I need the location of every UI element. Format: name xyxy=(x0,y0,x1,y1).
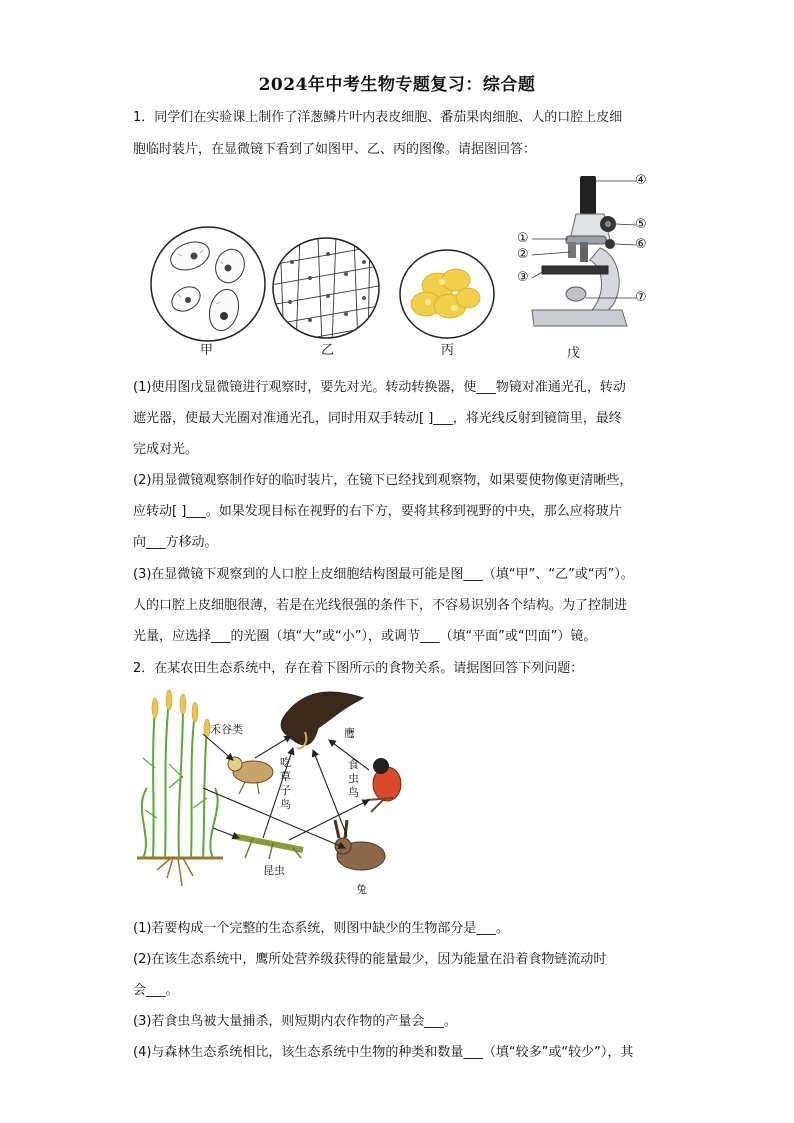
figure-label-bing: 丙 xyxy=(441,343,455,358)
q1-sub1-line-1: (1)使用图戊显微镜进行观察时，要先对光。转动转换器，使___物镜对准通光孔，转动 xyxy=(133,380,626,395)
figure-bing-tomato-cells xyxy=(398,248,496,340)
figure-label-yi: 乙 xyxy=(321,343,335,358)
q1-intro-line-2: 胞临时装片，在显微镜下看到了如图甲、乙、丙的图像。请据图回答： xyxy=(133,142,537,157)
microscope-label-5: ⑤ xyxy=(635,217,647,232)
q2-sub3: (3)若食虫鸟被大量捕杀，则短期内农作物的产量会___。 xyxy=(133,1014,457,1029)
food-web-label-eagle: 鹰 xyxy=(344,727,355,740)
figure-jia-cheek-cells xyxy=(148,224,268,344)
q2-sub4: (4)与森林生态系统相比，该生态系统中生物的种类和数量___（填“较多”或“较少”），其 xyxy=(133,1045,634,1060)
microscope-label-2: ② xyxy=(517,247,529,262)
food-web-label-grain: 禾谷类 xyxy=(210,723,243,736)
page-title: 2024年中考生物专题复习：综合题 xyxy=(258,75,536,95)
figure-label-jia: 甲 xyxy=(200,343,214,358)
q1-sub3-line-1: (3)在显微镜下观察到的人口腔上皮细胞结构图最可能是图___（填“甲”、“乙”或“丙”）。 xyxy=(133,567,634,582)
q2-intro: 2．在某农田生态系统中，存在着下图所示的食物关系。请据图回答下列问题： xyxy=(133,661,584,676)
q1-sub2-line-1: (2)用显微镜观察制作好的临时装片，在镜下已经找到观察物，如果要使物像更清晰些， xyxy=(133,473,633,488)
q1-intro-line-1: 1．同学们在实验课上制作了洋葱鳞片叶内表皮细胞、番茄果肉细胞、人的口腔上皮细 xyxy=(133,110,623,125)
q1-sub3-line-3: 光量，应选择___的光圈（填“大”或“小”），或调节___（填“平面”或“凹面”）镜。 xyxy=(133,629,597,644)
q1-sub3-line-2: 人的口腔上皮细胞很薄，若是在光线很强的条件下，不容易识别各个结构。为了控制进 xyxy=(133,598,628,613)
microscope-label-6: ⑥ xyxy=(635,237,647,252)
q2-sub2-line-2: 会___。 xyxy=(133,983,179,998)
q1-sub2-line-2: 应转动[ ]___。如果发现目标在视野的右下方，要将其移到视野的中央，那么应将玻片 xyxy=(133,504,622,519)
q1-sub1-line-3: 完成对光。 xyxy=(133,442,199,457)
q2-sub1: (1)若要构成一个完整的生态系统，则图中缺少的生物部分是___。 xyxy=(133,921,509,936)
figure-wu-microscope xyxy=(512,170,662,335)
figure-yi-onion-cells xyxy=(270,236,382,340)
microscope-label-1: ① xyxy=(517,231,529,246)
food-web-label-insect-bird: 食 虫 鸟 xyxy=(348,758,359,799)
microscope-label-3: ③ xyxy=(517,270,529,285)
food-web-label-seed-bird: 吃 草 子 鸟 xyxy=(280,756,291,811)
figure-label-wu: 戊 xyxy=(567,346,581,361)
q2-sub2-line-1: (2)在该生态系统中，鹰所处营养级获得的能量最少，因为能量在沿着食物链流动时 xyxy=(133,952,607,967)
food-web-label-insect: 昆虫 xyxy=(263,864,285,877)
food-web-label-rabbit: 兔 xyxy=(356,883,367,896)
q1-sub2-line-3: 向___方移动。 xyxy=(133,535,218,550)
microscope-label-4: ④ xyxy=(635,173,647,188)
q1-sub1-line-2: 遮光器，使最大光圈对准通光孔，同时用双手转动[ ]___，将光线反射到镜筒里，最终 xyxy=(133,411,622,426)
microscope-label-7: ⑦ xyxy=(635,290,647,305)
